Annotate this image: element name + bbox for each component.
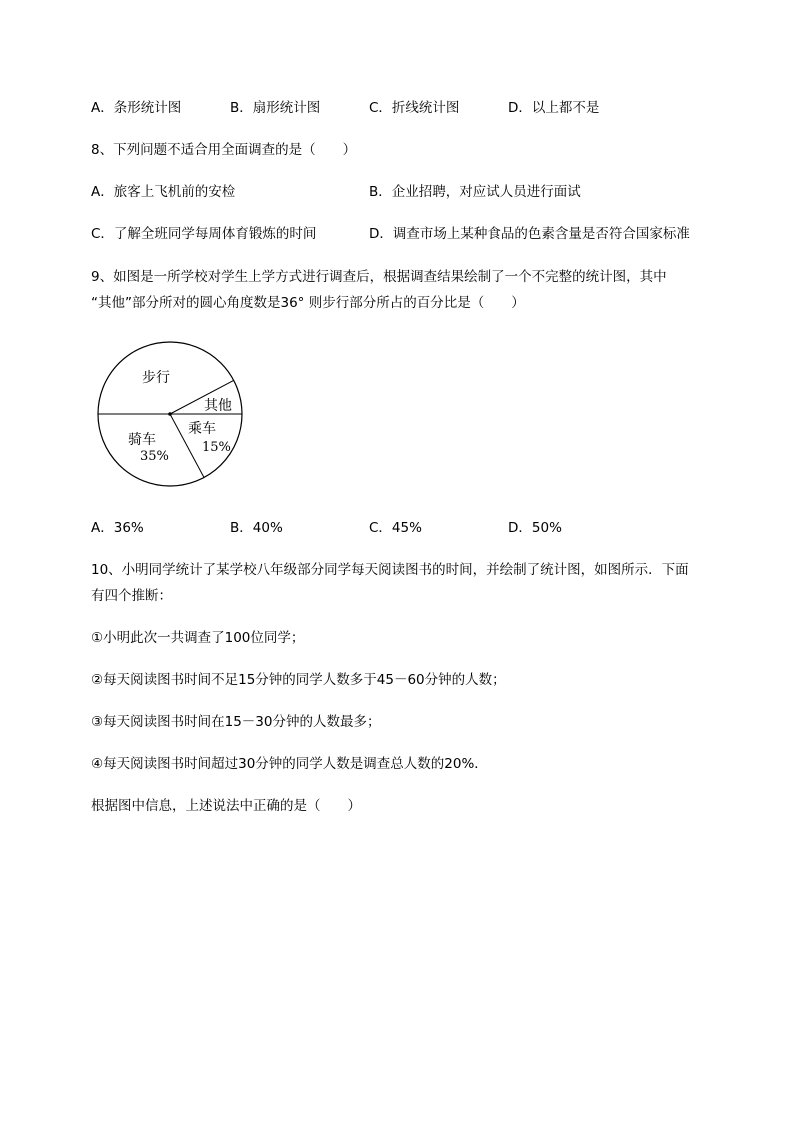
q7-option-c: C．折线统计图 (369, 100, 460, 116)
q7-option-a: A．条形统计图 (91, 100, 182, 116)
slice-label-bike: 骑车 (128, 432, 156, 448)
q8-option-a: A．旅客上飞机前的安检 (91, 184, 236, 200)
q10-item-1: ①小明此次一共调查了100位同学； (91, 630, 305, 646)
q7-option-d: D．以上都不是 (508, 100, 600, 116)
pie-center (168, 412, 172, 416)
q10-question: 根据图中信息，上述说法中正确的是（ ） (91, 798, 361, 814)
q8-option-d: D．调查市场上某种食品的色素含量是否符合国家标准 (369, 226, 690, 242)
slice-label-other: 其他 (204, 398, 232, 414)
q10-item-2: ②每天阅读图书时间不足15分钟的同学人数多于45－60分钟的人数； (91, 672, 506, 688)
pie-chart (94, 338, 248, 492)
q10-item-4: ④每天阅读图书时间超过30分钟的同学人数是调查总人数的20%． (91, 756, 488, 772)
q9-stem-line-2: “其他”部分所对的圆心角度数是36° 则步行部分所占的百分比是（ ） (91, 295, 525, 311)
q9-option-a: A．36% (91, 520, 144, 536)
slice-label-ride: 乘车 (188, 421, 216, 437)
q10-stem-line-2: 有四个推断： (91, 588, 172, 604)
q10-stem-line-1: 10、小明同学统计了某学校八年级部分同学每天阅读图书的时间，并绘制了统计图，如图所示．下面 (91, 562, 689, 578)
q10-item-3: ③每天阅读图书时间在15－30分钟的人数最多； (91, 714, 381, 730)
slice-value-bike: 35% (140, 449, 169, 464)
q7-option-b: B．扇形统计图 (230, 100, 321, 116)
q9-option-c: C．45% (369, 520, 422, 536)
slice-label-walk: 步行 (142, 370, 170, 386)
q9-option-b: B．40% (230, 520, 283, 536)
q8-option-b: B．企业招聘，对应试人员进行面试 (369, 184, 581, 200)
slice-value-ride: 15% (202, 440, 231, 455)
q8-stem: 8、下列问题不适合用全面调查的是（ ） (91, 142, 357, 158)
q9-option-d: D．50% (508, 520, 562, 536)
q9-stem-line-1: 9、如图是一所学校对学生上学方式进行调查后，根据调查结果绘制了一个不完整的统计图，其中 (91, 269, 667, 285)
q8-option-c: C．了解全班同学每周体育锻炼的时间 (91, 226, 317, 242)
